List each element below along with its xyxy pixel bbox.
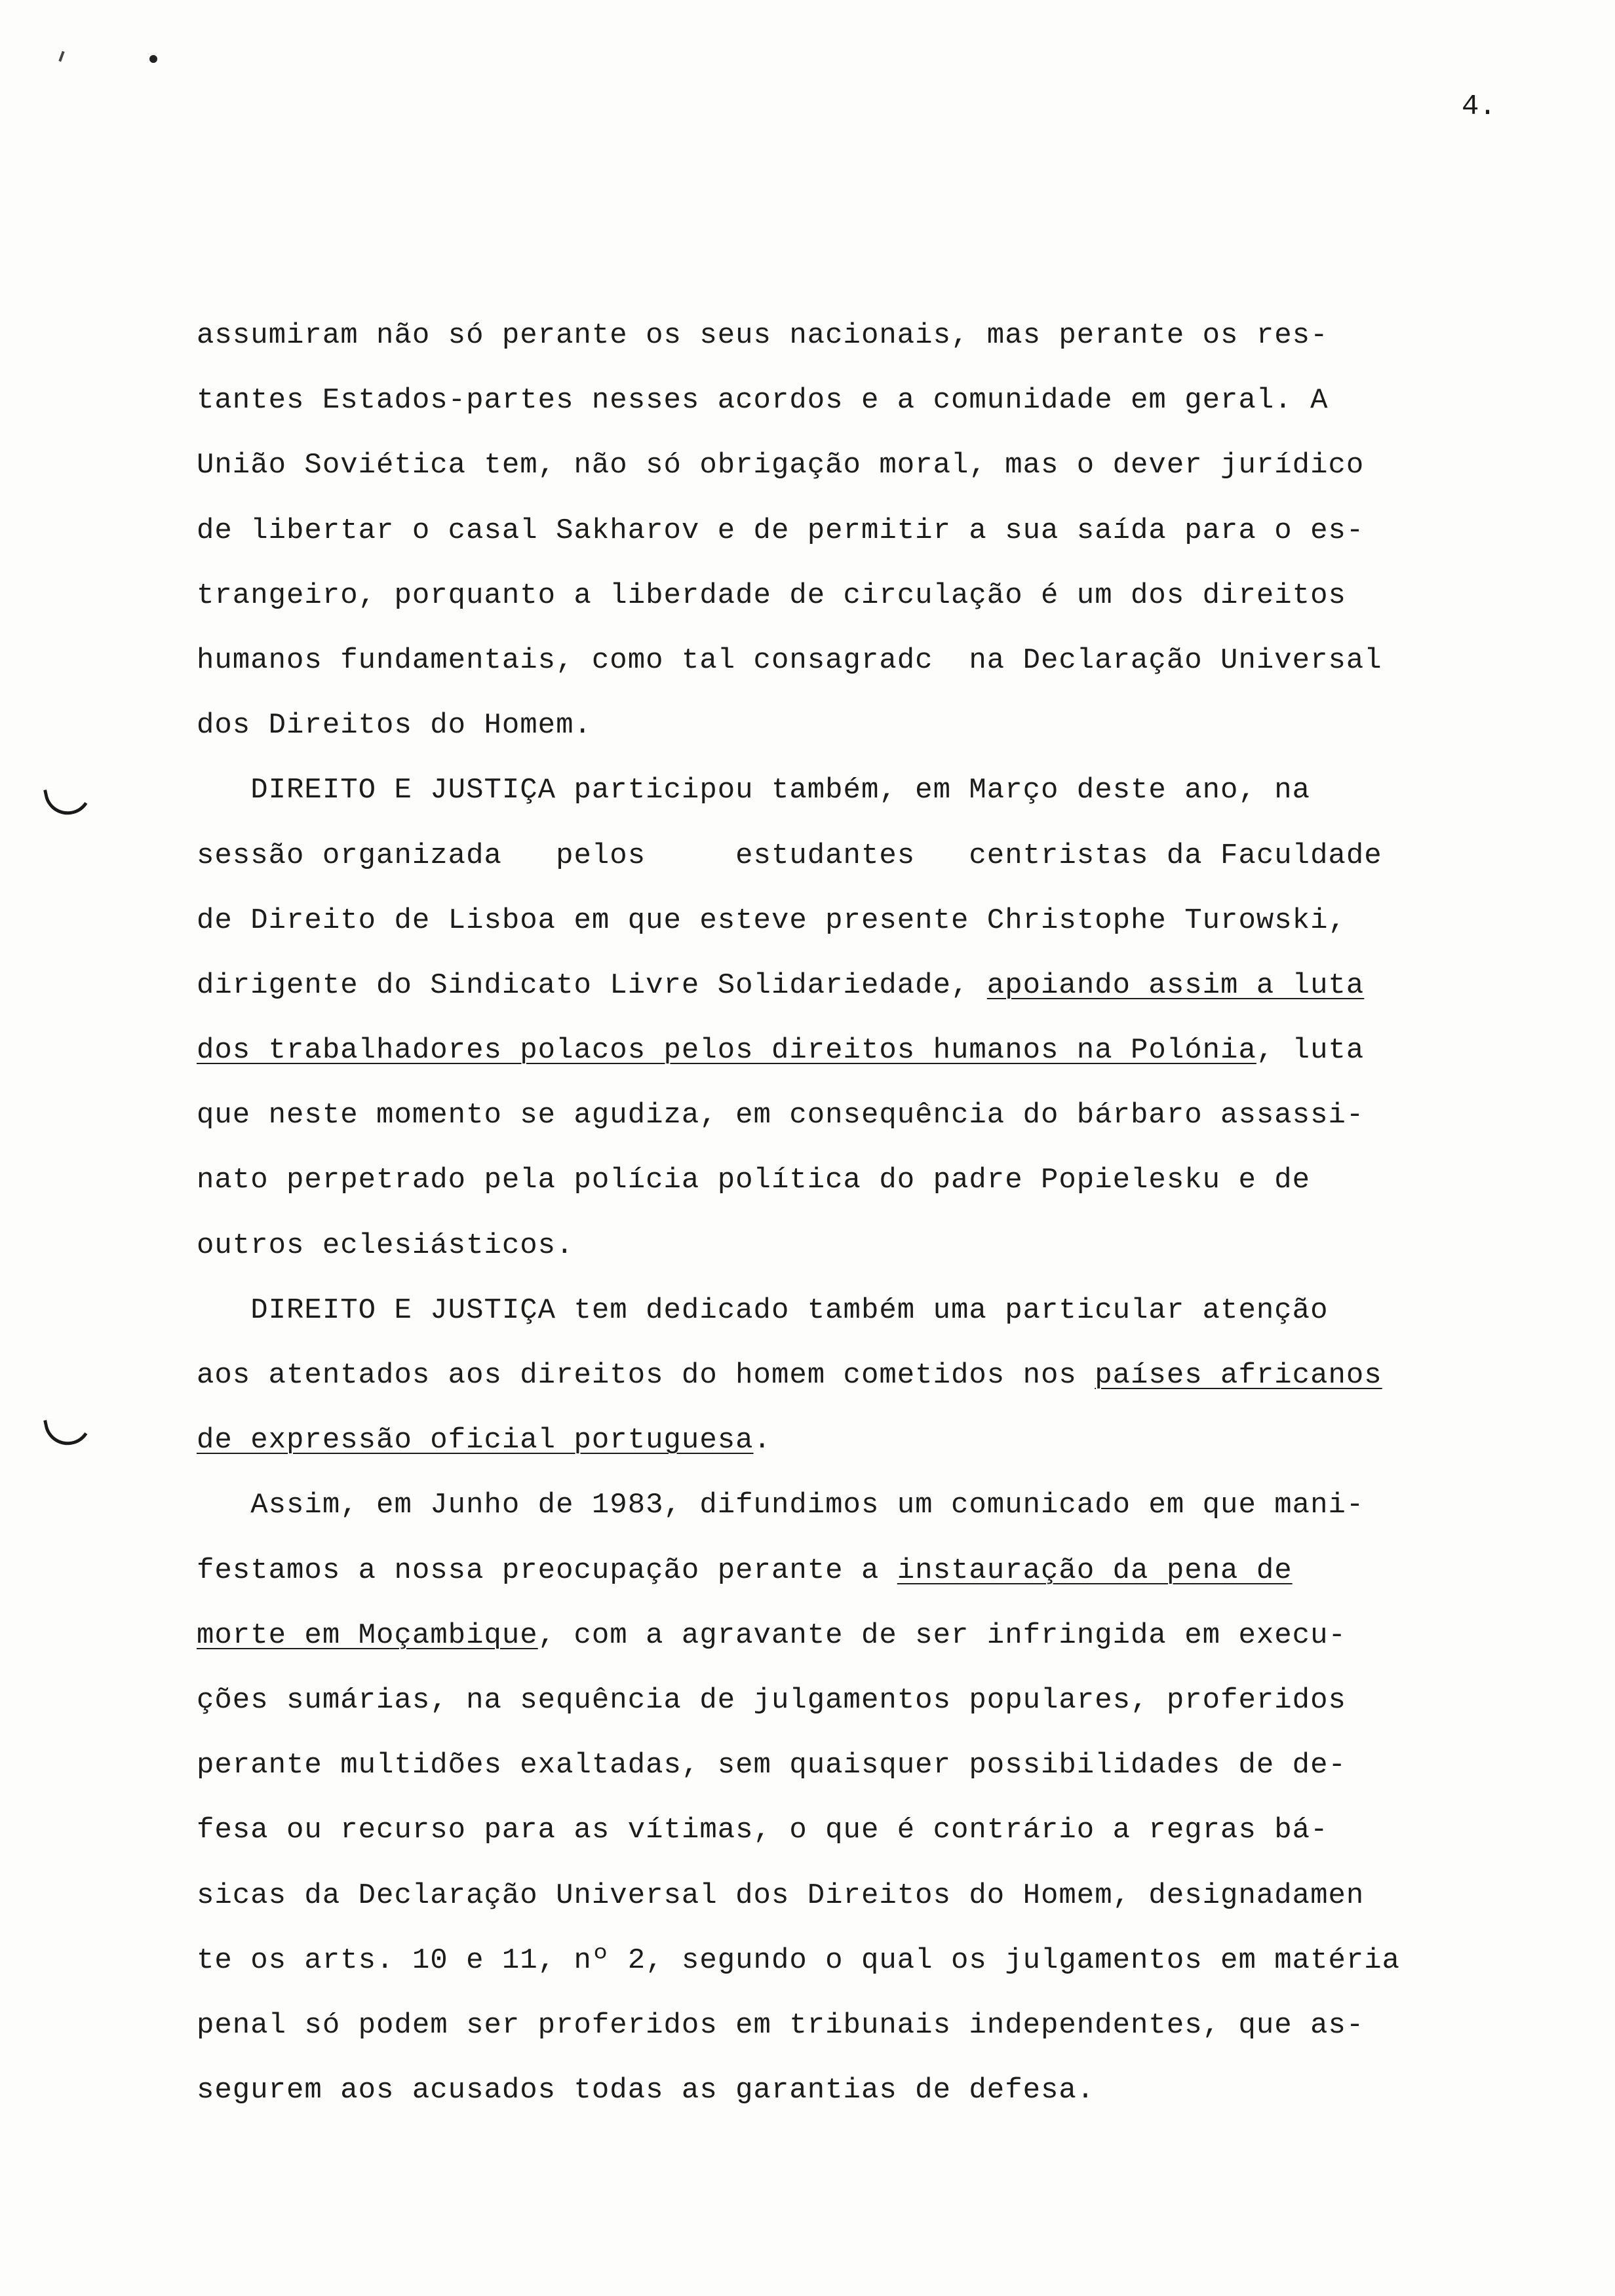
text-segment: de Direito de Lisboa em que esteve presente Christophe Turowski, xyxy=(197,904,1346,937)
text-segment: fesa ou recurso para as vítimas, o que é contrário a regras bá- xyxy=(197,1814,1329,1847)
text-segment: te os arts. 10 e 11, nº 2, segundo o qual os julgamentos em matéria xyxy=(197,1943,1401,1977)
text-line xyxy=(197,1618,1521,1683)
text-line xyxy=(197,904,1521,968)
text-segment: perante multidões exaltadas, sem quaisquer possibilidades de de- xyxy=(197,1749,1346,1782)
underlined-text: apoiando assim a luta xyxy=(986,968,1365,1002)
underlined-text: dos trabalhadores polacos pelos direitos humanos na Polónia xyxy=(197,1034,1256,1067)
text-line xyxy=(197,1423,1521,1488)
text-line xyxy=(197,1033,1521,1098)
page-number: 4. xyxy=(1462,90,1496,123)
text-line xyxy=(197,1229,1521,1293)
text-segment: sicas da Declaração Universal dos Direitos do Homem, designadamen xyxy=(197,1879,1365,1912)
text-line xyxy=(197,383,1521,448)
text-line xyxy=(197,2008,1521,2073)
text-segment: humanos fundamentais, como tal consagradc na Declaração Universal xyxy=(197,643,1382,677)
text-segment: nato perpetrado pela polícia política do padre Popielesku e de xyxy=(197,1164,1311,1197)
text-line xyxy=(197,643,1521,708)
scan-speck-mark xyxy=(58,51,64,62)
underlined-text: morte em Moçambique xyxy=(197,1618,538,1652)
text-segment: ções sumárias, na sequência de julgamentos populares, proferidos xyxy=(197,1683,1346,1717)
text-segment: dirigente do Sindicato Livre Solidariedade, xyxy=(197,968,987,1002)
body-text xyxy=(197,318,1521,2138)
margin-bracket-mark-2 xyxy=(43,1411,96,1449)
text-segment: de libertar o casal Sakharov e de permitir a sua saída para o es- xyxy=(197,514,1365,547)
text-line xyxy=(197,708,1521,773)
text-line xyxy=(197,514,1521,579)
text-segment: , luta xyxy=(1256,1034,1365,1067)
text-line xyxy=(197,1554,1521,1618)
text-line xyxy=(197,448,1521,513)
text-segment: outros eclesiásticos. xyxy=(197,1229,574,1262)
scan-dot-mark xyxy=(149,55,157,63)
text-segment: festamos a nossa preocupação perante a xyxy=(197,1554,897,1587)
text-line xyxy=(197,773,1521,838)
text-segment: DIREITO E JUSTIÇA tem dedicado também uma particular atenção xyxy=(197,1293,1329,1327)
text-segment: Assim, em Junho de 1983, difundimos um comunicado em que mani- xyxy=(197,1489,1365,1522)
text-segment: assumiram não só perante os seus nacionais, mas perante os res- xyxy=(197,319,1329,352)
text-segment: . xyxy=(753,1424,771,1457)
underlined-text: instauração da pena de xyxy=(897,1554,1293,1587)
text-line xyxy=(197,1748,1521,1813)
underlined-text: de expressão oficial portuguesa xyxy=(197,1424,754,1457)
text-line xyxy=(197,968,1521,1033)
text-segment: segurem aos acusados todas as garantias de defesa. xyxy=(197,2074,1095,2107)
text-line xyxy=(197,1098,1521,1163)
text-segment: , com a agravante de ser infringida em execu- xyxy=(537,1618,1346,1652)
text-segment: aos atentados aos direitos do homem cometidos nos xyxy=(197,1359,1095,1392)
text-line xyxy=(197,839,1521,904)
text-segment: tantes Estados-partes nesses acordos e a comunidade em geral. A xyxy=(197,384,1329,417)
text-line xyxy=(197,1163,1521,1228)
text-line xyxy=(197,1813,1521,1878)
text-line xyxy=(197,1683,1521,1748)
text-segment: trangeiro, porquanto a liberdade de circulação é um dos direitos xyxy=(197,579,1346,612)
text-line xyxy=(197,579,1521,643)
text-segment: sessão organizada pelos estudantes centristas da Faculdade xyxy=(197,839,1382,872)
text-line xyxy=(197,1943,1521,2008)
text-line xyxy=(197,1358,1521,1423)
text-line xyxy=(197,1879,1521,1943)
text-line xyxy=(197,1488,1521,1553)
text-line xyxy=(197,1293,1521,1358)
text-segment: DIREITO E JUSTIÇA participou também, em Março deste ano, na xyxy=(197,774,1311,807)
underlined-text: países africanos xyxy=(1095,1359,1382,1392)
text-line xyxy=(197,318,1521,383)
text-segment: penal só podem ser proferidos em tribunais independentes, que as- xyxy=(197,2008,1365,2042)
text-segment: que neste momento se agudiza, em consequência do bárbaro assassi- xyxy=(197,1099,1365,1132)
margin-bracket-mark-1 xyxy=(43,780,96,819)
text-segment: dos Direitos do Homem. xyxy=(197,709,592,742)
text-line xyxy=(197,2073,1521,2138)
text-segment: União Soviética tem, não só obrigação moral, mas o dever jurídico xyxy=(197,449,1365,482)
